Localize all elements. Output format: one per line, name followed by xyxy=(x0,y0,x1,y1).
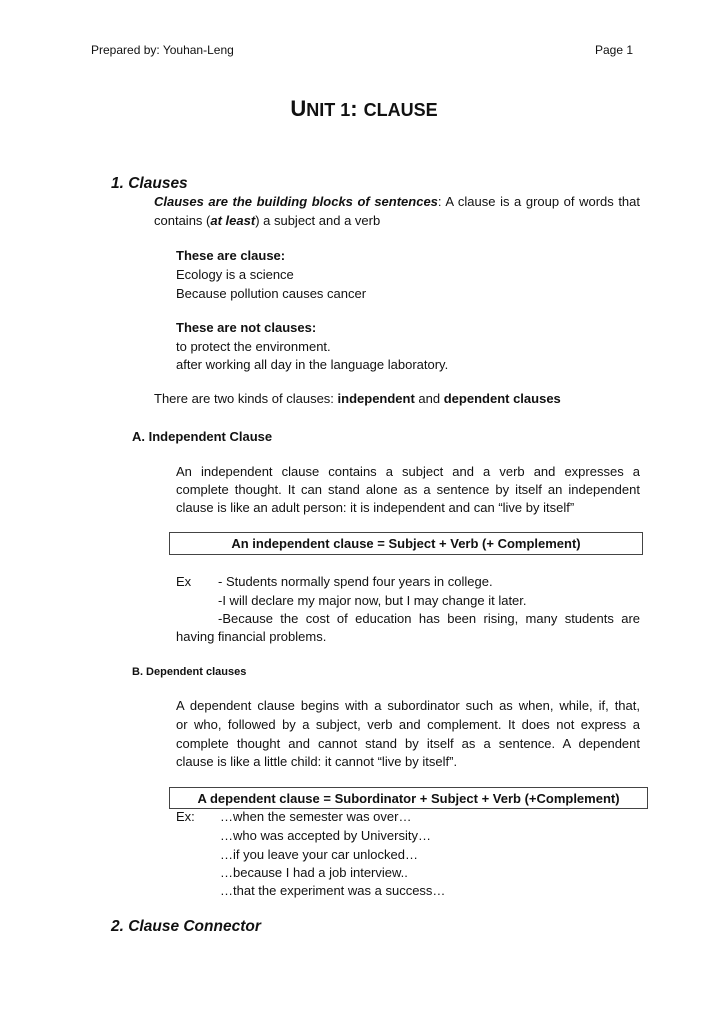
page-title xyxy=(0,96,728,122)
dependent-example: …that the experiment was a success… xyxy=(220,883,446,898)
dependent-paragraph-line: clause is like a little child: it cannot “live by itself”. xyxy=(176,754,458,769)
clause-definition-line-2 xyxy=(154,213,380,228)
page-number: Page 1 xyxy=(595,43,634,57)
independent-example: -Because the cost of education has been rising, many students are xyxy=(218,611,640,626)
clause-definition-emphasis: Clauses are the building blocks of sentences xyxy=(154,194,438,209)
header-author: Prepared by: Youhan-Leng xyxy=(91,43,234,57)
section-b-heading xyxy=(132,663,246,678)
independent-paragraph-line: complete thought. It can stand alone as a sentence by itself an independent xyxy=(176,482,640,497)
section-1-heading: 1. Clauses xyxy=(111,175,188,192)
clause-definition-line-1 xyxy=(154,194,640,209)
independent-clause-formula: An independent clause = Subject + Verb (+ Complement) xyxy=(169,532,643,555)
clause-kinds-prefix: There are two kinds of clauses: xyxy=(154,391,338,406)
title-topic: CLAUSE xyxy=(363,100,438,120)
clause-kinds-and: and xyxy=(414,391,444,406)
dependent-example: …because I had a job interview.. xyxy=(220,865,408,880)
title-colon: : xyxy=(350,96,364,121)
independent-paragraph-line: An independent clause contains a subject and a verb and expresses a xyxy=(176,464,640,479)
clause-example: Ecology is a science xyxy=(176,267,294,282)
independent-term: independent xyxy=(337,391,415,406)
dependent-term: dependent clauses xyxy=(443,391,561,406)
dependent-clause-formula: A dependent clause = Subordinator + Subject + Verb (+Complement) xyxy=(169,787,648,809)
example-label: Ex xyxy=(176,574,192,589)
non-clause-example: after working all day in the language laboratory. xyxy=(176,357,449,372)
clause-definition-rest: : A clause is a group of words that xyxy=(437,194,641,209)
dependent-example: …if you leave your car unlocked… xyxy=(220,847,418,862)
at-least-emphasis: at least xyxy=(210,213,256,228)
section-b-heading-text: B. Dependent clauses xyxy=(132,666,247,678)
dependent-paragraph-line: or who, followed by a subject, verb and complement. It does not express a xyxy=(176,717,640,732)
clause-example: Because pollution causes cancer xyxy=(176,286,367,301)
dependent-paragraph-line: A dependent clause begins with a subordinator such as when, while, if, that, xyxy=(176,698,640,713)
dependent-example: …when the semester was over… xyxy=(220,809,412,824)
section-2-heading: 2. Clause Connector xyxy=(111,918,261,935)
example-label: Ex: xyxy=(176,809,195,824)
independent-example: - Students normally spend four years in college. xyxy=(218,574,493,589)
dependent-paragraph-line: complete thought and cannot stand by itself as a sentence. A dependent xyxy=(176,736,640,751)
clause-definition-prefix: contains ( xyxy=(154,213,211,228)
section-a-heading: A. Independent Clause xyxy=(132,429,273,444)
clause-examples-heading: These are clause: xyxy=(176,248,286,263)
clause-kinds-sentence xyxy=(154,391,561,406)
independent-paragraph-line: clause is like an adult person: it is independent and can “live by itself” xyxy=(176,500,575,515)
non-clause-example: to protect the environment. xyxy=(176,339,331,354)
title-initial: U xyxy=(290,96,307,121)
clause-definition-suffix: ) a subject and a verb xyxy=(255,213,381,228)
non-clause-examples-heading: These are not clauses: xyxy=(176,320,317,335)
independent-example-continuation: having financial problems. xyxy=(176,629,327,644)
independent-example: -I will declare my major now, but I may change it later. xyxy=(218,593,527,608)
title-unit: NIT 1 xyxy=(306,100,351,120)
dependent-example: …who was accepted by University… xyxy=(220,828,431,843)
